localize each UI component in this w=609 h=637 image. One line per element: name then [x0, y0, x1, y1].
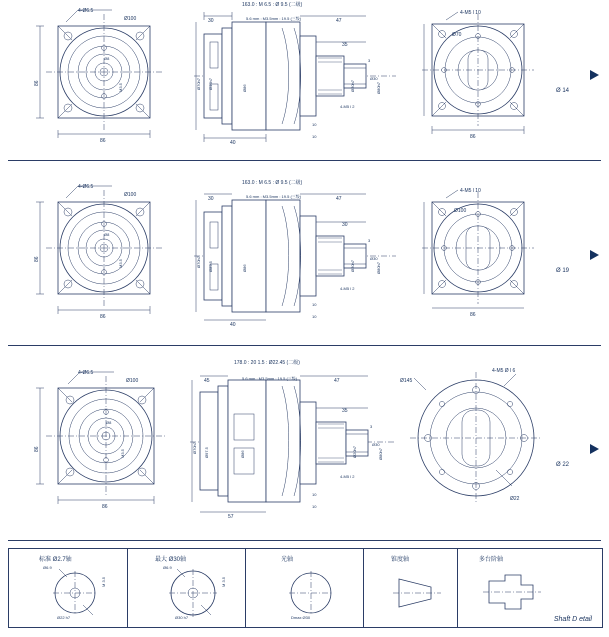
row-3-dim-thread: M3.5	[120, 449, 125, 458]
row-3-rear-dia-145: Ø145	[400, 378, 413, 384]
row-3-dim-70h7: Ø70h7	[192, 441, 197, 454]
row-2-total-length: 163.0 : M 6.5 : Ø 9.5 (二级)	[242, 180, 303, 186]
row-3-dim-57: 57	[228, 514, 234, 520]
row-2-dim-10a: 10	[312, 302, 317, 307]
row-1-dim-35: 35	[342, 42, 348, 48]
row-1-dim-bore: Ø8	[104, 56, 110, 61]
row-3-size-label: Ø 22	[556, 462, 570, 468]
row-3-dim-45: 45	[204, 378, 210, 384]
row-2-outer-dia: Ø100	[124, 192, 137, 198]
row-1	[0, 0, 609, 160]
footer-title-3: 锥度轴	[391, 557, 410, 563]
row-3-dim-35: 35	[342, 408, 348, 414]
row-3	[0, 352, 609, 540]
row-3-outer-dia: Ø100	[126, 378, 139, 384]
row-divider-3	[8, 540, 601, 541]
row-3-hole-note: 4-Ø6.5	[78, 370, 94, 376]
row-2-dim-30: 30	[208, 196, 214, 202]
footer-divider-1	[127, 549, 128, 627]
row-2-dim-20h7: Ø20h7	[350, 259, 355, 272]
row-3-dim-86: Ø86	[240, 450, 245, 458]
row-1-dim-d30: Ø30	[370, 76, 378, 81]
row-2-dim-left: 86	[34, 256, 40, 262]
row-1-dim-86: Ø86	[242, 84, 247, 92]
footer-title-1: 最大 Ø30轴	[155, 557, 187, 563]
row-divider-2	[8, 345, 601, 346]
row-1-dim-30: 30	[208, 18, 214, 24]
row-3-rear-hole-note: 4-M5 Ø l 6	[492, 368, 516, 374]
row-1-dim-46h7: Ø46h7	[208, 77, 213, 90]
row-2-hole-note: 4-Ø6.5	[78, 184, 94, 190]
row-3-size-arrow	[590, 444, 599, 454]
row-3-front-view	[20, 366, 180, 516]
footer-note-1-0: Ø6.9	[163, 565, 172, 570]
footer-note-1-2: Ø30 h7	[175, 615, 189, 620]
row-1-dim-10a: 10	[312, 122, 317, 127]
row-3-dim-47: 47	[334, 378, 340, 384]
row-2-dim-bore: Ø8	[104, 232, 110, 237]
row-1-rear-view	[408, 10, 558, 145]
footer-note-2-0: Dmax Ø30	[291, 615, 311, 620]
row-1-total-length: 163.0 : M 6.5 : Ø 9.5 (二级)	[242, 2, 303, 8]
row-2-sub-length: 5.6 mm : M3.5mm : 19.5 (三级)	[246, 194, 302, 199]
row-2-front-view	[20, 184, 180, 324]
row-1-dim-m5: 4-M5 l 2	[340, 104, 355, 109]
footer-note-0-1: M 3.5	[101, 576, 106, 587]
row-1-rear-dim-bottom: 86	[470, 134, 476, 140]
row-1-dim-40: 40	[230, 140, 236, 146]
row-1-dim-10b: 10	[312, 134, 317, 139]
row-divider-1	[8, 160, 601, 161]
row-2-dim-thread: M3.5	[118, 259, 123, 268]
brand-label: Shaft D etail	[553, 616, 592, 623]
row-1-hole-note: 4-Ø6.5	[78, 8, 94, 14]
row-1-sub-length: 5.6 mm : M3.5mm : 19.5 (三级)	[246, 16, 302, 21]
row-2-dim-10b: 10	[312, 314, 317, 319]
shaft-detail-panel	[8, 548, 603, 628]
footer-note-0-2: Ø22 h7	[57, 615, 71, 620]
footer-divider-4	[457, 549, 458, 627]
row-2-dim-895: Ø89.5	[208, 261, 213, 272]
row-2-dim-86: Ø86	[242, 264, 247, 272]
row-2-size-arrow	[590, 250, 599, 260]
row-2-dim-3: 3	[368, 238, 371, 243]
row-3-dim-975: Ø97.5	[204, 447, 209, 458]
row-1-dim-thread: M3.5	[118, 83, 123, 92]
row-1-dim-70h7: Ø70h7	[196, 77, 201, 90]
row-2-dim-40: 40	[230, 322, 236, 328]
row-2-dim-47: 47	[336, 196, 342, 202]
footer-divider-2	[245, 549, 246, 627]
row-1-dim-20h7: Ø20h7	[350, 79, 355, 92]
row-3-rear-dia-22: Ø22	[510, 496, 520, 502]
footer-shaft-plain	[287, 569, 339, 621]
row-1-side-view	[190, 2, 400, 151]
row-2-rear-dim-bottom: 86	[470, 312, 476, 318]
row-2-rear-dia: Ø100	[454, 208, 467, 214]
row-1-dim-bottom: 86	[100, 138, 106, 144]
row-2-dim-d30: Ø30	[370, 256, 378, 261]
row-3-rear-view	[400, 366, 560, 516]
row-2-size-label: Ø 19	[556, 268, 570, 274]
footer-title-4: 多台阶轴	[479, 557, 504, 563]
row-1-dim-47: 47	[336, 18, 342, 24]
row-3-dim-bore: Ø8	[106, 420, 112, 425]
footer-note-1-1: M 3.5	[221, 576, 226, 587]
row-1-size-arrow	[590, 70, 599, 80]
row-2-dim-bottom: 86	[100, 314, 106, 320]
row-2-dim-80h7: Ø80h7	[376, 261, 381, 274]
row-3-dim-d30: Ø30	[372, 442, 380, 447]
row-3-dim-3: 3	[370, 424, 373, 429]
footer-shaft-standard	[43, 565, 111, 623]
row-3-dim-20h7: Ø20h7	[352, 445, 357, 458]
row-1-dim-3: 3	[368, 58, 371, 63]
row-3-dim-m5: 4-M5 l 2	[340, 474, 355, 479]
row-2	[0, 178, 609, 345]
row-3-dim-10b: 10	[312, 504, 317, 509]
row-3-dim-10a: 10	[312, 492, 317, 497]
row-2-dim-m5: 4-M5 l 2	[340, 286, 355, 291]
row-3-sub-length: 5.6 mm : M3.5mm : 19.5 (三级)	[242, 376, 298, 381]
row-3-side-view	[186, 362, 400, 520]
row-3-dim-bottom: 86	[102, 504, 108, 510]
row-2-rear-view	[408, 188, 558, 323]
row-2-rear-hole-note: 4-M5 l 10	[460, 188, 481, 194]
row-1-dim-left: 86	[34, 80, 40, 86]
row-1-rear-hole-note: 4-M5 l 10	[460, 10, 481, 16]
footer-title-0: 标准 Ø2.7轴	[39, 557, 72, 563]
row-1-dim-80h7: Ø80h7	[376, 81, 381, 94]
row-3-total-length: 178.0 : 20 1.5 : Ø22.45 (二级)	[234, 360, 300, 366]
footer-divider-3	[363, 549, 364, 627]
row-1-outer-dia: Ø100	[124, 16, 137, 22]
footer-title-2: 光轴	[281, 557, 294, 563]
row-3-dim-80h7: Ø80h7	[378, 447, 383, 460]
row-1-size-label: Ø 14	[556, 88, 570, 94]
footer-shaft-taper	[393, 573, 445, 613]
footer-note-0-0: Ø6.9	[43, 565, 52, 570]
row-1-front-view	[20, 8, 180, 148]
row-2-side-view	[190, 180, 400, 332]
row-2-dim-70h7: Ø70h7	[196, 255, 201, 268]
footer-shaft-stepped	[483, 571, 543, 615]
footer-shaft-max	[163, 565, 229, 623]
row-3-dim-left: 86	[34, 446, 40, 452]
row-1-rear-dia: Ø70	[452, 32, 462, 38]
row-2-dim-30b: 30	[342, 222, 348, 228]
